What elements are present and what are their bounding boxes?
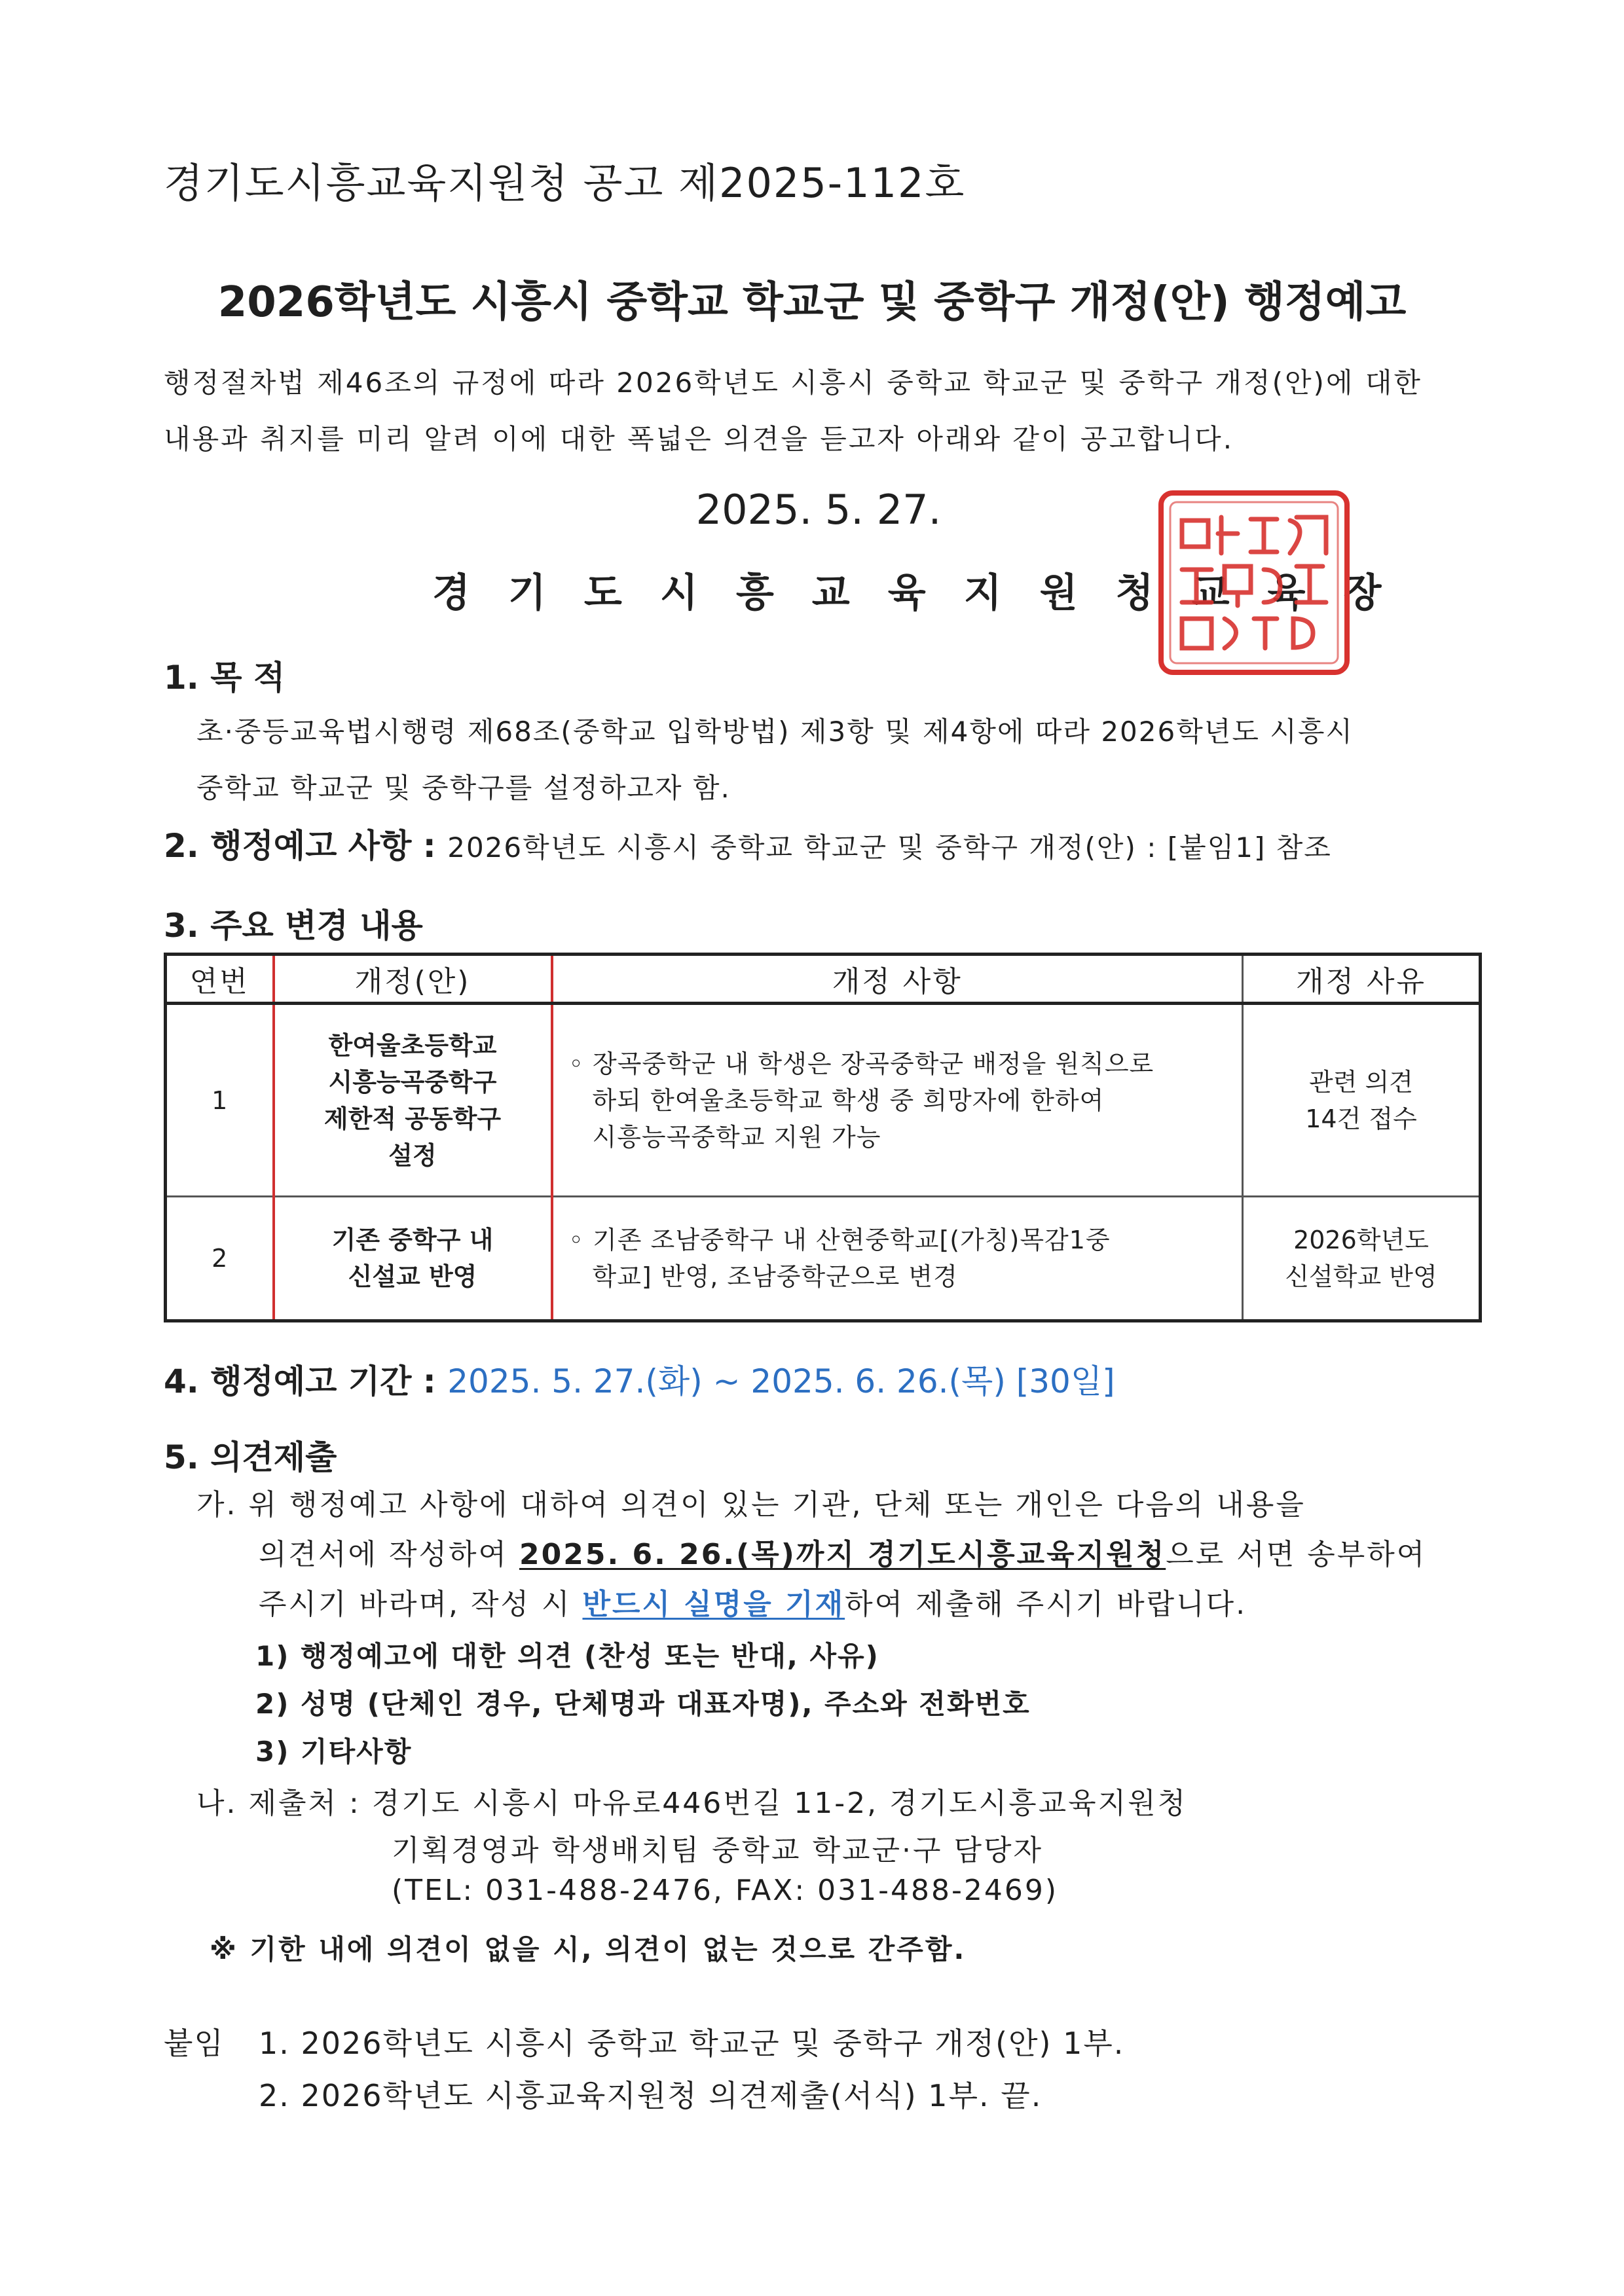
cell-item — [274, 1197, 552, 1321]
cell-item — [274, 1004, 552, 1197]
intro-line: 행정절차법 제46조의 규정에 따라 2026학년도 시흥시 중학교 학교군 및 중학구 개정(안)에 대한 — [164, 367, 1422, 399]
attachments-label: 붙임 — [164, 2026, 225, 2061]
cell-line: 관련 의견 — [1309, 1067, 1413, 1097]
section1-heading: 1. 목 적 — [164, 659, 286, 697]
sub-item-2: 2) 성명 (단체인 경우, 단체명과 대표자명), 주소와 전화번호 — [255, 1688, 1031, 1720]
cell-line: 기존 중학구 내 — [331, 1226, 494, 1254]
text-span: 주시기 바라며, 작성 시 — [259, 1588, 583, 1621]
text-span: 하여 제출해 주시기 바랍니다. — [845, 1588, 1247, 1621]
cell-line: 신설교 반영 — [348, 1262, 477, 1291]
section4 — [164, 1355, 1115, 1402]
cell-line: 한여울초등학교 — [328, 1030, 497, 1060]
notice-date: 2025. 5. 27. — [695, 486, 942, 534]
cell-line: 제한적 공동학구 — [323, 1104, 502, 1133]
cell-line: ◦ 기존 조남중학구 내 산현중학교[(가칭)목감1중 — [568, 1226, 1111, 1254]
deadline-note: ※ 기한 내에 의견이 없을 시, 의견이 없는 것으로 간주함. — [210, 1933, 967, 1965]
section5-heading: 5. 의견제출 — [164, 1438, 337, 1476]
cell-detail — [552, 1197, 1243, 1321]
sub-item-3: 3) 기타사항 — [255, 1736, 413, 1768]
intro-paragraph — [164, 355, 1480, 467]
column-header-no: 연번 — [166, 955, 274, 1004]
section2-text: 2026학년도 시흥시 중학교 학교군 및 중학구 개정(안) : [붙임1] 참조 — [447, 831, 1332, 864]
real-name-highlight: 반드시 실명을 기재 — [582, 1588, 845, 1621]
cell-reason — [1243, 1197, 1481, 1321]
item-na-line: 나. 제출처 : 경기도 시흥시 마유로446번길 11-2, 경기도시흥교육지원청 — [196, 1787, 1188, 1820]
table-row — [166, 1197, 1481, 1321]
cell-line: 2026학년도 — [1293, 1226, 1429, 1254]
cell-line: 학교] 반영, 조남중학군으로 변경 — [592, 1262, 958, 1291]
column-header-detail: 개정 사항 — [552, 955, 1243, 1004]
section1-line: 초·중등교육법시행령 제68조(중학교 입학방법) 제3항 및 제4항에 따라 2026학년도 시흥시 — [196, 716, 1354, 748]
deadline-highlight: 2025. 6. 26.(목)까지 경기도시흥교육지원청 — [519, 1538, 1166, 1571]
cell-detail — [552, 1004, 1243, 1197]
sub-item-1: 1) 행정예고에 대한 의견 (찬성 또는 반대, 사유) — [255, 1640, 879, 1672]
section4-heading: 4. 행정예고 기간 : — [164, 1362, 436, 1400]
attachment-item-1: 1. 2026학년도 시흥시 중학교 학교군 및 중학구 개정(안) 1부. — [259, 2026, 1125, 2061]
section3-heading: 3. 주요 변경 내용 — [164, 907, 423, 945]
issuer-name: 경기도시흥교육지원청교육장 — [432, 570, 1420, 616]
item-na-line: 기획경영과 학생배치팀 중학교 학교군·구 담당자 — [392, 1834, 1044, 1867]
text-span: 으로 서면 송부하여 — [1166, 1538, 1427, 1571]
cell-no: 1 — [166, 1004, 274, 1197]
changes-table — [164, 953, 1482, 1322]
cell-line: 시흥능곡중학구 — [328, 1067, 497, 1097]
item-ga-line — [259, 1580, 1247, 1622]
contact-line: (TEL: 031-488-2476, FAX: 031-488-2469) — [392, 1874, 1059, 1907]
column-header-reason: 개정 사유 — [1243, 955, 1481, 1004]
notice-period: 2025. 5. 27.(화) ~ 2025. 6. 26.(목) [30일] — [447, 1362, 1115, 1400]
document-title: 2026학년도 시흥시 중학교 학교군 및 중학구 개정(안) 행정예고 — [217, 278, 1407, 327]
item-ga-line — [259, 1531, 1426, 1573]
intro-line: 내용과 취지를 미리 알려 이에 대한 폭넓은 의견을 듣고자 아래와 같이 공고합니다. — [164, 423, 1234, 455]
cell-line: 14건 접수 — [1305, 1104, 1417, 1133]
cell-line: ◦ 장곡중학군 내 학생은 장곡중학군 배정을 원칙으로 — [568, 1049, 1154, 1078]
cell-line: 시흥능곡중학교 지원 가능 — [592, 1122, 881, 1152]
item-ga-line: 가. 위 행정예고 사항에 대하여 의견이 있는 기관, 단체 또는 개인은 다음의 내용을 — [196, 1488, 1306, 1522]
cell-no: 2 — [166, 1197, 274, 1321]
section1-body — [196, 704, 1480, 816]
notice-number: 경기도시흥교육지원청 공고 제2025-112호 — [164, 159, 966, 207]
table-header-row — [166, 955, 1481, 1004]
official-seal-stamp — [1156, 488, 1352, 678]
text-span: 의견서에 작성하여 — [259, 1538, 520, 1571]
cell-line: 신설학교 반영 — [1285, 1262, 1437, 1291]
attachment-item-2: 2. 2026학년도 시흥교육지원청 의견제출(서식) 1부. 끝. — [259, 2078, 1043, 2113]
cell-reason — [1243, 1004, 1481, 1197]
cell-line: 설정 — [388, 1140, 437, 1170]
section1-line: 중학교 학교군 및 중학구를 설정하고자 함. — [196, 772, 731, 804]
section2 — [164, 820, 1332, 867]
table-row — [166, 1004, 1481, 1197]
column-header-item: 개정(안) — [274, 955, 552, 1004]
cell-line: 하되 한여울초등학교 학생 중 희망자에 한하여 — [592, 1085, 1105, 1115]
section2-heading: 2. 행정예고 사항 : — [164, 827, 436, 865]
